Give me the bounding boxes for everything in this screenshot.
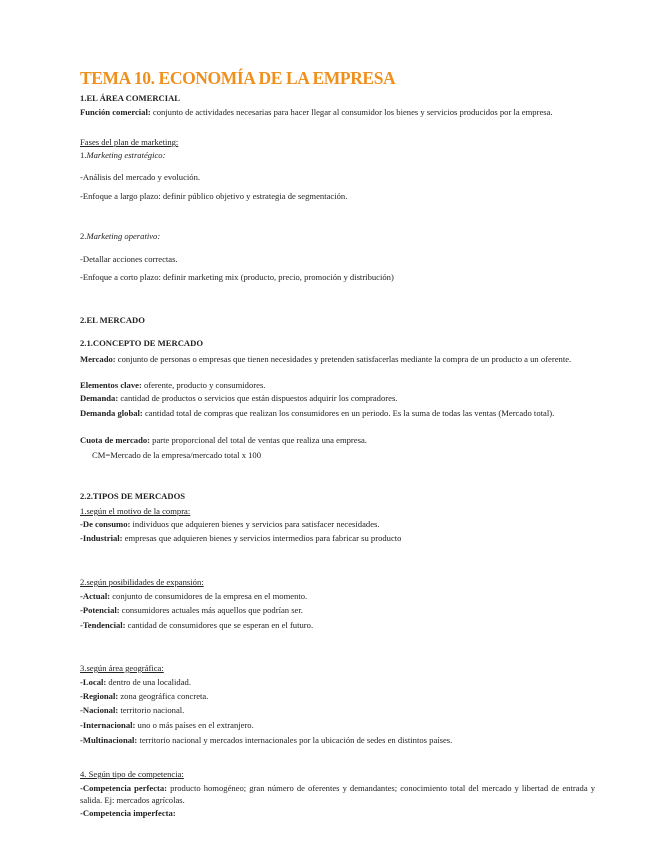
term-elementos-clave: Elementos clave: xyxy=(80,380,142,390)
item-label-marketing-estrategico: Marketing estratégico: xyxy=(86,150,166,160)
term-potencial: -Potencial: xyxy=(80,605,120,615)
subheading-concepto-mercado: 2.1.CONCEPTO DE MERCADO xyxy=(80,338,204,348)
document-title: TEMA 10. ECONOMÍA DE LA EMPRESA xyxy=(80,68,396,88)
line-enfoque-largo-plazo: -Enfoque a largo plazo: definir público objetivo y estrategia de segmentación. xyxy=(80,191,348,201)
item-nacional xyxy=(80,704,595,716)
subheading-fases-marketing: Fases del plan de marketing: xyxy=(80,137,179,147)
term-de-consumo: -De consumo: xyxy=(80,519,131,529)
definition-regional: zona geográfica concreta. xyxy=(118,691,209,701)
item-marketing-operativo xyxy=(80,230,595,242)
definition-demanda: cantidad de productos o servicios que están dispuestos adquirir los compradores. xyxy=(118,393,398,403)
item-actual xyxy=(80,590,595,602)
line-analisis-mercado: -Análisis del mercado y evolución. xyxy=(80,172,201,182)
item-local xyxy=(80,676,595,688)
item-label-marketing-operativo: Marketing operativo: xyxy=(86,231,161,241)
subheading-tipos-mercados: 2.2.TIPOS DE MERCADOS xyxy=(80,491,186,501)
definition-tendencial: cantidad de consumidores que se esperan en el futuro. xyxy=(125,620,314,630)
term-internacional: -Internacional: xyxy=(80,720,136,730)
item-tendencial xyxy=(80,619,595,631)
definition-funcion-comercial: conjunto de actividades necesarias para hacer llegar al consumidor los bienes y servicios producidos por la empresa. xyxy=(150,107,553,117)
paragraph-mercado xyxy=(80,353,595,365)
line-enfoque-corto-plazo: -Enfoque a corto plazo: definir marketing mix (producto, precio, promoción y distribución) xyxy=(80,272,394,282)
term-multinacional: -Multinacional: xyxy=(80,735,138,745)
section-heading-mercado: 2.EL MERCADO xyxy=(80,315,145,325)
item-competencia-perfecta xyxy=(80,782,595,806)
section-heading-area-comercial: 1.EL ÁREA COMERCIAL xyxy=(80,93,181,103)
item-de-consumo xyxy=(80,518,595,530)
paragraph-cuota-mercado xyxy=(80,434,595,446)
line-detallar-acciones: -Detallar acciones correctas. xyxy=(80,254,178,264)
item-number: 1. xyxy=(80,150,87,160)
term-tendencial: -Tendencial: xyxy=(80,620,126,630)
definition-internacional: uno o más países en el extranjero. xyxy=(135,720,254,730)
paragraph-demanda-global xyxy=(80,407,595,419)
term-local: -Local: xyxy=(80,677,107,687)
term-cuota-mercado: Cuota de mercado: xyxy=(80,435,151,445)
definition-nacional: territorio nacional. xyxy=(118,705,185,715)
definition-elementos-clave: oferente, producto y consumidores. xyxy=(141,380,266,390)
term-demanda-global: Demanda global: xyxy=(80,408,143,418)
item-marketing-estrategico xyxy=(80,149,595,161)
group-title-area-geografica: 3.según área geográfica: xyxy=(80,663,164,673)
group-title-tipo-competencia: 4. Según tipo de competencia: xyxy=(80,769,184,779)
definition-de-consumo: individuos que adquieren bienes y servicios para satisfacer necesidades. xyxy=(130,519,380,529)
term-industrial: -Industrial: xyxy=(80,533,123,543)
definition-mercado: conjunto de personas o empresas que tienen necesidades y pretenden satisfacerlas mediante la compra de un producto a un oferente. xyxy=(115,354,572,364)
definition-industrial: empresas que adquieren bienes y servicios intermedios para fabricar su producto xyxy=(122,533,402,543)
definition-actual: conjunto de consumidores de la empresa en el momento. xyxy=(110,591,308,601)
term-actual: -Actual: xyxy=(80,591,111,601)
paragraph-elementos-clave xyxy=(80,379,595,391)
item-competencia-imperfecta xyxy=(80,807,595,819)
definition-competencia-perfecta: producto homogéneo; gran número de oferentes y demandantes; conocimiento total del mercado y libertad de entrada y salida. Ej: mercados agrícolas. xyxy=(80,783,596,805)
item-industrial xyxy=(80,532,595,544)
formula-cuota-mercado: CM=Mercado de la empresa/mercado total x 100 xyxy=(92,450,262,460)
definition-cuota-mercado: parte proporcional del total de ventas que realiza una empresa. xyxy=(150,435,367,445)
item-multinacional xyxy=(80,734,595,746)
term-demanda: Demanda: xyxy=(80,393,119,403)
group-title-motivo-compra: 1.según el motivo de la compra: xyxy=(80,506,191,516)
item-number: 2. xyxy=(80,231,87,241)
definition-potencial: consumidores actuales más aquellos que podrían ser. xyxy=(119,605,303,615)
definition-demanda-global: cantidad total de compras que realizan los consumidores en un periodo. Es la suma de todas las ventas (Mercado total). xyxy=(142,408,555,418)
term-competencia-imperfecta: -Competencia imperfecta: xyxy=(80,808,176,818)
item-potencial xyxy=(80,604,595,616)
term-nacional: -Nacional: xyxy=(80,705,119,715)
group-title-expansion: 2.según posibilidades de expansión: xyxy=(80,577,204,587)
definition-local: dentro de una localidad. xyxy=(106,677,191,687)
item-regional xyxy=(80,690,595,702)
definition-multinacional: territorio nacional y mercados internacionales por la ubicación de sedes en distintos países. xyxy=(137,735,453,745)
term-mercado: Mercado: xyxy=(80,354,116,364)
term-funcion-comercial: Función comercial: xyxy=(80,107,151,117)
term-regional: -Regional: xyxy=(80,691,119,701)
paragraph-funcion-comercial xyxy=(80,106,595,118)
paragraph-demanda xyxy=(80,392,595,404)
item-internacional xyxy=(80,719,595,731)
term-competencia-perfecta: -Competencia perfecta: xyxy=(80,783,168,793)
